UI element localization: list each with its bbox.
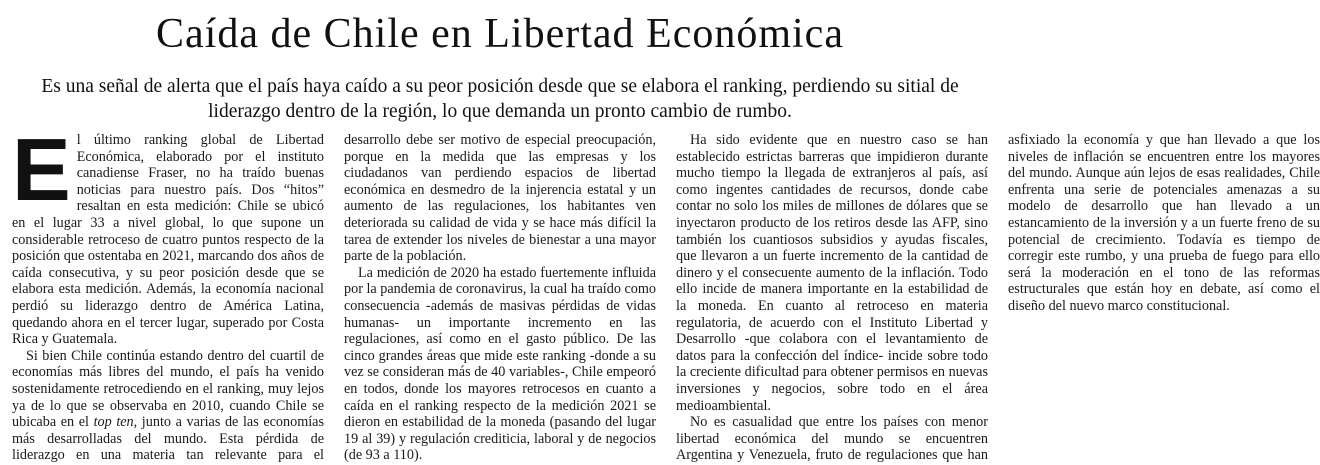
headline: Caída de Chile en Libertad Económica [156,11,844,57]
paragraph-2-emphasis: top ten [93,414,134,431]
paragraph-4: Ha sido evidente que en nuestro caso se han establecido estrictas barreras que impidieron durante mucho tiempo la llegada de extranjeros al país, así como ingentes cantidades de recursos, donde cabe contar no solo los miles de millones de dólares que se inyectaron producto de los retiros desde las AFP, sino también los cuantiosos subsidios y ayudas fiscales, que llevaron a un fuerte incremento de la cantidad de dinero y el consecuente aumento de la inflación. Todo ello incide de manera importante en la estabilidad de la moneda. En cuanto al retroceso en materia regulatoria, de acuerdo con el Instituto Libertad y Desarrollo -que colabora con el levantamiento de datos para la confección del índice- incide sobre todo la creciente dificultad para obtener permisos en nuevas inversiones y negocios, sobre todo en el área medioambiental. [676,132,988,414]
paragraph-5: No es casualidad que entre los países con menor libertad económica del mundo se encuentren Argentina y Venezuela, fruto de regulaciones que han asfixiado la economía y que han llevado a que los niveles de inflación se encuentren entre los mayores del mundo. Aunque aún lejos de esas realidades, Chile enfrenta una serie de potenciales amenazas a su modelo de desarrollo que han llevado a un estancamiento de la inversión y a un fuerte freno de su potencial de crecimiento. Todavía es tiempo de corregir este rumbo, y una prueba de fuego para ello será la moderación en el tono de las reformas estructurales que están hoy en debate, así como el diseño del nuevo marco constitucional. [676,132,1320,464]
deck: Es una señal de alerta que el país haya caído a su peor posición desde que se elabora el ranking, perdiendo su sitial de liderazgo dentro de la región, lo que demanda un pronto cambio de rumbo. [41,76,959,122]
paragraph-1-text: l último ranking global de Libertad Económica, elaborado por el instituto canadiense Fraser, no ha traído buenas noticias para nuestro país. Dos “hitos” resaltan en esta medición: Chile se ubicó en el lugar 33 a nivel global, lo que supone un considerable retroceso de cuatro puntos respecto de la posición que ostentaba en 2021, marcando dos años de caída consecutiva, y su peor posición desde que se elabora esta medición. Además, la economía nacional perdió su liderazgo dentro de América Latina, quedando ahora en el tercer lugar, superado por Costa Rica y Guatemala. [12,132,324,348]
paragraph-2-text-b: , junto a varias de las economías más desarrolladas del mundo. Esta pérdida de liderazgo en una materia tan relevante para el desarrollo debe ser motivo de especial preocupación, porque en la medida que las empresas y los ciudadanos van perdiendo espacios de libertad económica en desmedro de la injerencia estatal y un aumento de las regulaciones, los habitantes ven deteriorada su calidad de vida y se hace más difícil la tarea de extender los niveles de bienestar a una mayor parte de la población. [12,132,656,464]
article-body [12,120,1320,465]
drop-cap: E [12,120,71,219]
paragraph-3: La medición de 2020 ha estado fuertemente influida por la pandemia de coronavirus, la cual ha traído como consecuencia -además de masivas pérdidas de vidas humanas- un importante incremento en las regulaciones, así como en el gasto público. De las cinco grandes áreas que mide este ranking -donde a su vez se consideran más de 40 variables-, Chile empeoró en todos, donde los mayores retrocesos en cuanto a caída en el ranking respecto de la medición 2021 se dieron en estabilidad de la moneda (pasando del lugar 19 al 39) y regulación crediticia, laboral y de negocios (de 93 a 110). [344,264,657,464]
paragraph-1 [12,120,324,348]
paragraph-2-text-a: Si bien Chile continúa estando dentro del cuartil de economías más libres del mundo, el país ha venido sostenidamente retrocediendo en el ranking, muy lejos ya de lo que se observaba en 2010, cuando Chile se ubicaba en el [12,347,324,431]
